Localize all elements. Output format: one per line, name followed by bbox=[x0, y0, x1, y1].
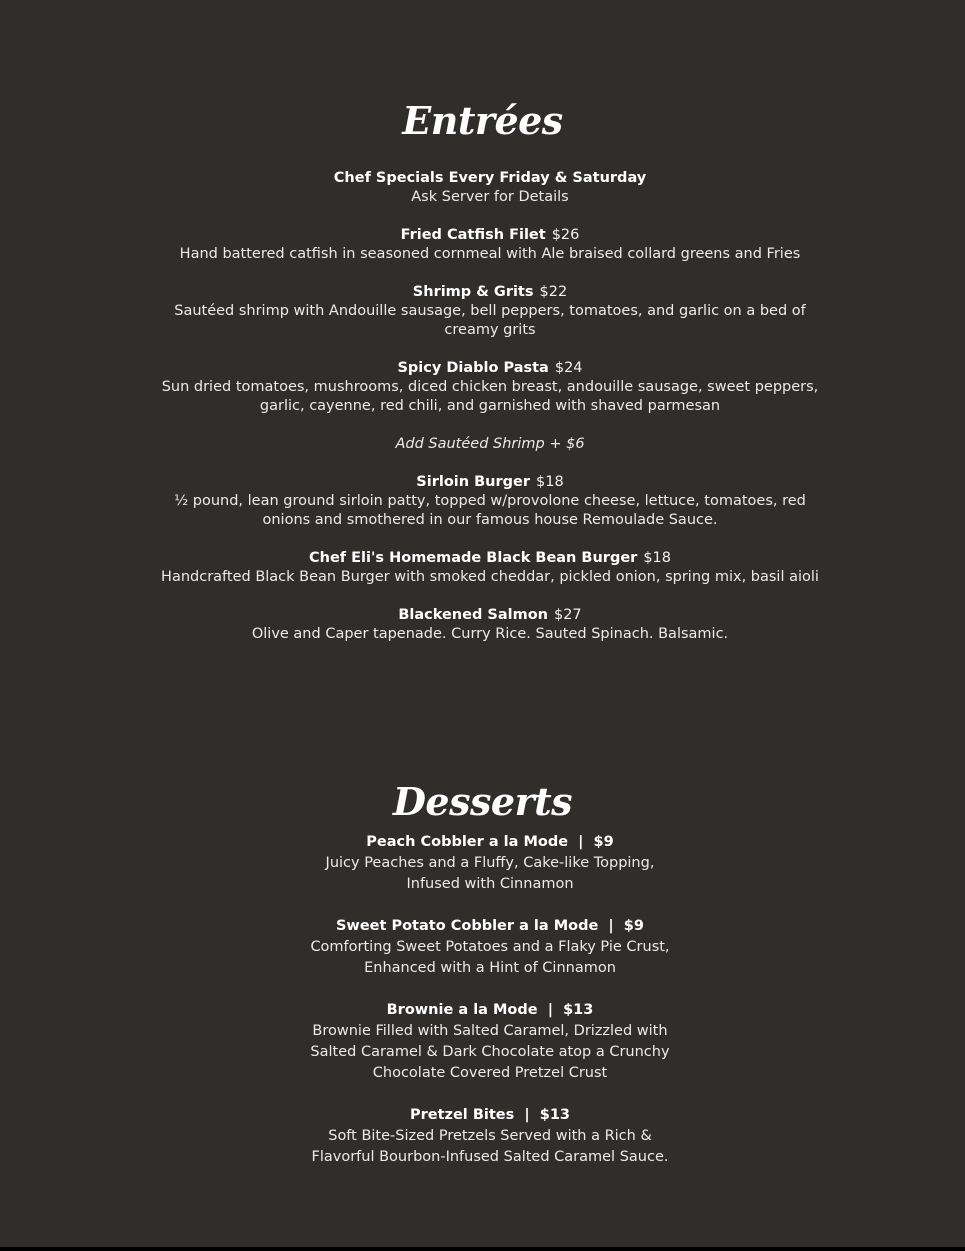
dessert-heading: Peach Cobbler a la Mode | $9 bbox=[366, 834, 614, 850]
item-head bbox=[150, 283, 830, 302]
dessert-description-line: Juicy Peaches and a Fluffy, Cake-like Topping, bbox=[325, 855, 655, 871]
item-price: $18 bbox=[643, 550, 672, 566]
item-head bbox=[150, 606, 830, 625]
addon-note bbox=[150, 435, 830, 454]
dessert-item bbox=[240, 916, 740, 979]
item-description: Sautéed shrimp with Andouille sausage, bell peppers, tomatoes, and garlic on a bed of creamy grits bbox=[174, 303, 806, 338]
item-name: Chef Eli's Homemade Black Bean Burger bbox=[308, 550, 638, 566]
item-head bbox=[150, 473, 830, 492]
item-description: Ask Server for Details bbox=[411, 189, 569, 205]
item-head bbox=[150, 226, 830, 245]
item-description: Olive and Caper tapenade. Curry Rice. Sauted Spinach. Balsamic. bbox=[251, 626, 729, 642]
dessert-item bbox=[240, 832, 740, 895]
item-name: Sirloin Burger bbox=[416, 474, 531, 490]
item-price: $22 bbox=[539, 284, 568, 300]
item-name: Shrimp & Grits bbox=[412, 284, 534, 300]
desserts-list bbox=[240, 832, 740, 1189]
menu-item bbox=[150, 473, 830, 530]
item-head bbox=[150, 359, 830, 378]
item-description: Hand battered catfish in seasoned cornmeal with Ale braised collard greens and Fries bbox=[179, 246, 801, 262]
dessert-description-line: Salted Caramel & Dark Chocolate atop a Crunchy bbox=[310, 1044, 670, 1060]
dessert-description-line: Infused with Cinnamon bbox=[406, 876, 574, 892]
item-name: Chef Specials Every Friday & Saturday bbox=[333, 170, 647, 186]
menu-item bbox=[150, 169, 830, 207]
menu-item bbox=[150, 359, 830, 416]
item-description: Sun dried tomatoes, mushrooms, diced chicken breast, andouille sausage, sweet peppers, garlic, cayenne, red chili, and garnished with shaved parmesan bbox=[161, 379, 819, 414]
addon-text: Add Sautéed Shrimp + $6 bbox=[395, 436, 585, 452]
dessert-description-line: Enhanced with a Hint of Cinnamon bbox=[364, 960, 616, 976]
item-price: $27 bbox=[553, 607, 582, 623]
item-description: Handcrafted Black Bean Burger with smoked cheddar, pickled onion, spring mix, basil aioli bbox=[161, 569, 819, 585]
dessert-item bbox=[240, 1105, 740, 1168]
dessert-heading: Pretzel Bites | $13 bbox=[409, 1107, 570, 1123]
entrees-title: Entrées bbox=[402, 98, 563, 143]
menu-item bbox=[150, 606, 830, 644]
entrees-list bbox=[150, 169, 830, 663]
dessert-description-line: Brownie Filled with Salted Caramel, Drizzled with bbox=[312, 1023, 668, 1039]
item-head bbox=[150, 169, 830, 188]
item-description: ½ pound, lean ground sirloin patty, topped w/provolone cheese, lettuce, tomatoes, red onions and smothered in our famous house Remoulade Sauce. bbox=[174, 493, 806, 528]
item-name: Blackened Salmon bbox=[398, 607, 548, 623]
item-head bbox=[150, 549, 830, 568]
item-price: $24 bbox=[554, 360, 583, 376]
menu-item bbox=[150, 549, 830, 587]
item-price: $18 bbox=[536, 474, 564, 490]
dessert-item bbox=[240, 1000, 740, 1084]
item-name: Fried Catfish Filet bbox=[400, 227, 546, 243]
dessert-description-line: Flavorful Bourbon-Infused Salted Caramel Sauce. bbox=[311, 1149, 669, 1165]
dessert-heading: Brownie a la Mode | $13 bbox=[386, 1002, 594, 1018]
item-price: $26 bbox=[551, 227, 580, 243]
dessert-description-line: Chocolate Covered Pretzel Crust bbox=[372, 1065, 608, 1081]
menu-item bbox=[150, 283, 830, 340]
dessert-description-line: Comforting Sweet Potatoes and a Flaky Pie Crust, bbox=[310, 939, 670, 955]
dessert-description-line: Soft Bite-Sized Pretzels Served with a Rich & bbox=[328, 1128, 652, 1144]
desserts-title: Desserts bbox=[392, 779, 573, 824]
dessert-heading: Sweet Potato Cobbler a la Mode | $9 bbox=[335, 918, 644, 934]
item-name: Spicy Diablo Pasta bbox=[397, 360, 549, 376]
menu-item bbox=[150, 226, 830, 264]
